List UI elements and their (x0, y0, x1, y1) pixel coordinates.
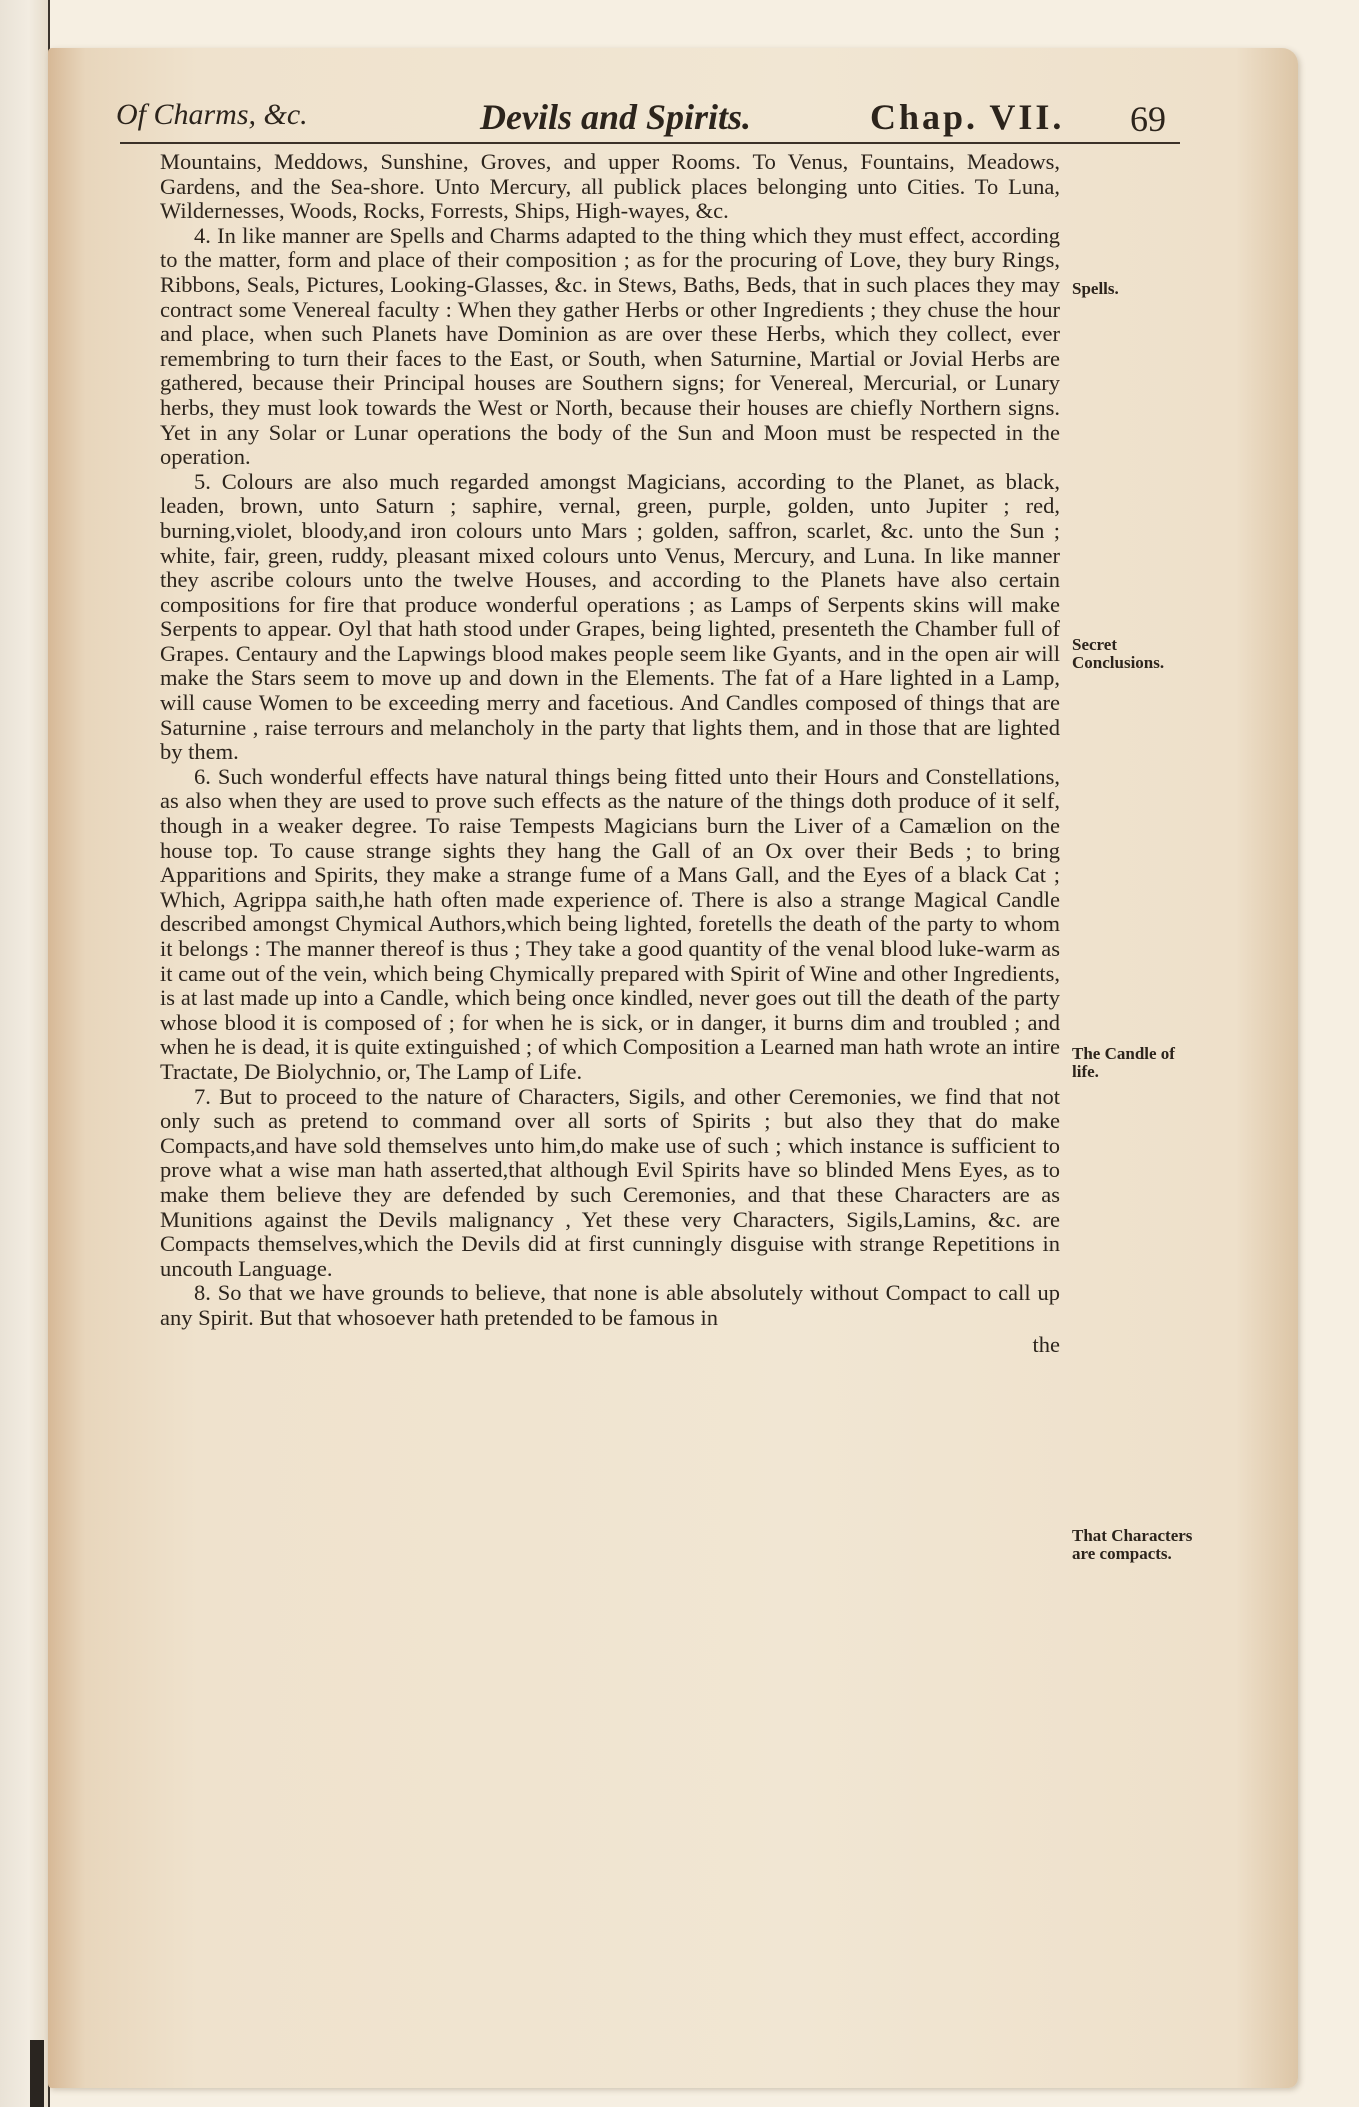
paragraph-8: 8. So that we have grounds to believe, that none is able absolutely without Compact to call up any Spirit. But that whosoever hath pretended to be famous in (160, 1280, 1060, 1330)
binding-edge (0, 0, 50, 2107)
side-note-candle-of-life: The Candle of life. (1072, 1044, 1175, 1081)
side-note-secret-conclusions: Secret Conclusions. (1072, 635, 1165, 672)
paragraph-5: 5. Colours are also much regarded amongst Magicians, according to the Planet, as black, leaden, brown, unto Saturn ; saphire, vernal, green, purple, golden, unto Jupiter ; red, burning,violet, bloody,and iron colours unto Mars ; golden, saffron, scarlet, &c. unto the Sun ; white, fair, green, ruddy, pleasant mixed colours unto Venus, Mercury, and Luna. In like manner they ascribe colours unto the twelve Houses, and according to the Planets have also certain compositions for fire that produce wonderful operations ; as Lamps of Serpents skins will make Serpents to appear. Oyl that hath stood under Grapes, being lighted, presenteth the Chamber full of Grapes. Centaury and the Lapwings blood makes people seem like Gyants, and in the open air will make the Stars seem to move up and down in the Elements. The fat of a Hare lighted in a Lamp, will cause Women to be exceeding merry and facetious. And Candles composed of things that are Saturnine , raise terrours and melancholy in the party that lights them, and in those that are lighted by them. (160, 468, 1060, 765)
chapter-label: Chap. VII. (870, 97, 1065, 137)
page-number: 69 (1130, 99, 1166, 139)
paragraph-6: 6. Such wonderful effects have natural things being fitted unto their Hours and Constellations, as also when they are used to prove such effects as the nature of the things doth produce of it self, though in a weaker degree. To raise Tempests Magicians burn the Liver of a Camælion on the house top. To cause strange sights they hang the Gall of an Ox over their Beds ; to bring Apparitions and Spirits, they make a strange fume of a Mans Gall, and the Eyes of a black Cat ; Which, Agrippa saith,he hath often made experience of. There is also a strange Magical Candle described amongst Chymical Authors,which being lighted, foretells the death of the party to whom it belongs : The manner thereof is thus ; They take a good quantity of the venal blood luke-warm as it came out of the vein, which being Chymically prepared with Spirit of Wine and other Ingredients, is at last made up into a Candle, which being once kindled, never goes out till the death of the party whose blood it is composed of ; for when he is sick, or in danger, it burns dim and troubled ; and when he is dead, it is quite extinguished ; of which Composition a Learned man hath wrote an intire Tractate, De Biolychnio, or, The Lamp of Life. (160, 763, 1060, 1084)
side-note-spells: Spells. (1072, 279, 1119, 298)
header-rule (120, 142, 1180, 144)
paragraph-7: 7. But to proceed to the nature of Characters, Sigils, and other Ceremonies, we find that not only such as pretend to command over all sorts of Spirits ; but also they that do make Compacts,and have sold themselves unto him,do make use of such ; which instance is sufficient to prove what a wise man hath asserted,that although Evil Spirits have so blinded Mens Eyes, as to make them believe they are defended by such Ceremonies, and that these Characters are as Munitions against the Devils malignancy , Yet these very Characters, Sigils,Lamins, &c. are Compacts themselves,which the Devils did at first cunningly disguise with strange Repetitions in uncouth Language. (160, 1083, 1060, 1281)
body-text (160, 150, 1060, 1357)
side-note-characters-compacts: That Characters are compacts. (1072, 1526, 1193, 1563)
running-title: Devils and Spirits. (480, 97, 752, 137)
paragraph-continuation: Mountains, Meddows, Sunshine, Groves, and upper Rooms. To Venus, Fountains, Meadows, Gardens, and the Sea-shore. Unto Mercury, all publick places belonging unto Cities. To Luna, Wildernesses, Woods, Rocks, Forrests, Ships, High-wayes, &c. (160, 149, 1060, 224)
running-header (70, 92, 1190, 140)
paragraph-4: 4. In like manner are Spells and Charms adapted to the thing which they must effect, according to the matter, form and place of their composition ; as for the procuring of Love, they bury Rings, Ribbons, Seals, Pictures, Looking-Glasses, &c. in Stews, Baths, Beds, that in such places they may contract some Venereal faculty : When they gather Herbs or other Ingredients ; they chuse the hour and place, when such Planets have Dominion as are over these Herbs, which they collect, ever remembring to turn their faces to the East, or South, when Saturnine, Martial or Jovial Herbs are gathered, because their Principal houses are Southern signs; for Venereal, Mercurial, or Lunary herbs, they must look towards the West or North, because their houses are chiefly Northern signs. Yet in any Solar or Lunar operations the body of the Sun and Moon must be respected in the operation. (160, 222, 1060, 470)
running-left-title: Of Charms, &c. (116, 98, 308, 131)
spine-mark (30, 2040, 44, 2107)
catchword: the (1032, 1331, 1060, 1357)
